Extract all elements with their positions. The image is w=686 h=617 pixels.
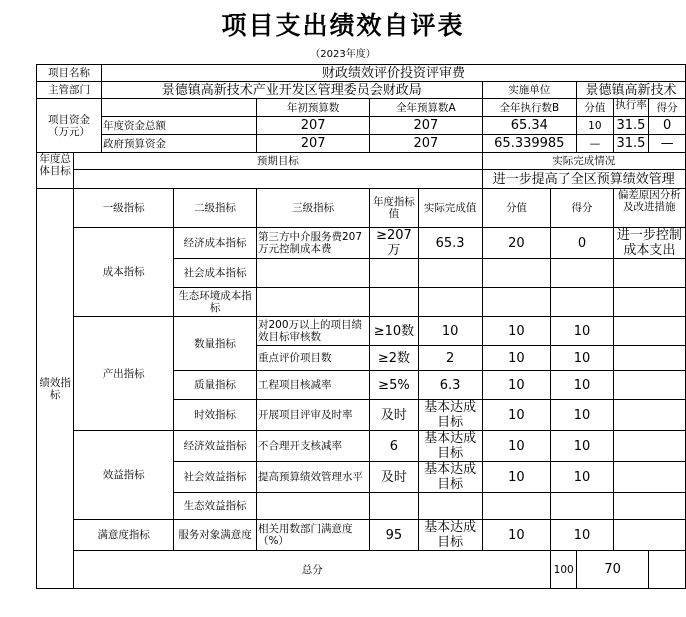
gov-got: —	[649, 135, 686, 153]
perf-h1: 一级指标	[74, 189, 174, 228]
perf-h6: 分值	[482, 189, 551, 228]
row-actual: 基本达成目标	[418, 520, 482, 551]
row-target: ≥207万	[370, 228, 418, 259]
dept-label: 主管部门	[37, 82, 102, 99]
row-note	[613, 371, 685, 400]
row-l3: 提高预算绩效管理水平	[256, 462, 369, 493]
total-score: 100	[551, 551, 577, 589]
dept-value: 景德镇高新技术产业开发区管理委员会财政局	[101, 82, 482, 99]
gov-initial: 207	[256, 135, 369, 153]
row-score: 10	[482, 462, 551, 493]
row-got: 10	[551, 346, 613, 371]
row-score: 20	[482, 228, 551, 259]
row-l2: 经济效益指标	[174, 431, 257, 462]
row-score	[482, 259, 551, 288]
funds-empty	[101, 99, 256, 117]
row-l2: 生态效益指标	[174, 493, 257, 520]
row-l3: 第三方中介服务费207万元控制成本费	[256, 228, 369, 259]
row-target	[370, 259, 418, 288]
row-l3: 开展项目评审及时率	[256, 400, 369, 431]
col-got: 得分	[649, 99, 686, 117]
page-title: 项目支出绩效自评表	[221, 11, 465, 40]
total-note	[649, 551, 686, 589]
gov-score: —	[577, 135, 614, 153]
row-score	[482, 493, 551, 520]
perf-h8: 偏差原因分析及改进措施	[613, 189, 685, 228]
goals-actual-value: 进一步提高了全区预算绩效管理	[482, 170, 685, 189]
row-target: 6	[370, 431, 418, 462]
gov-funds-label: 政府预算资金	[101, 135, 256, 153]
row-l2: 社会效益指标	[174, 462, 257, 493]
row-got: 10	[551, 520, 613, 551]
row-got: 10	[551, 431, 613, 462]
row-got	[551, 493, 613, 520]
row-target	[370, 493, 418, 520]
perf-h7: 得分	[551, 189, 613, 228]
impl-value: 景德镇高新技术	[577, 82, 686, 99]
row-l2: 质量指标	[174, 371, 257, 400]
row-target: 及时	[370, 400, 418, 431]
perf-h5: 实际完成值	[418, 189, 482, 228]
cat-satisfy: 满意度指标	[74, 520, 174, 551]
row-actual	[418, 493, 482, 520]
row-actual	[418, 288, 482, 317]
col-full: 全年预算数A	[370, 99, 482, 117]
row-score: 10	[482, 317, 551, 346]
row-l3: 对200万以上的项目绩效目标审核数	[256, 317, 369, 346]
total-got: 0	[649, 117, 686, 135]
col-rate: 执行率	[613, 99, 649, 117]
row-note	[613, 317, 685, 346]
row-target: ≥2数	[370, 346, 418, 371]
row-l2: 社会成本指标	[174, 259, 257, 288]
perf-h2: 二级指标	[174, 189, 257, 228]
row-got: 10	[551, 317, 613, 346]
row-l3	[256, 493, 369, 520]
row-got	[551, 259, 613, 288]
row-score: 10	[482, 371, 551, 400]
goals-actual-label: 实际完成情况	[482, 153, 685, 170]
row-note	[613, 400, 685, 431]
row-target: ≥5%	[370, 371, 418, 400]
row-note	[613, 288, 685, 317]
total-score: 10	[577, 117, 614, 135]
row-note	[613, 259, 685, 288]
row-note	[613, 462, 685, 493]
row-l2: 时效指标	[174, 400, 257, 431]
row-actual: 2	[418, 346, 482, 371]
total-full: 207	[370, 117, 482, 135]
perf-label: 绩效指标	[37, 189, 74, 589]
total-funds-label: 年度资金总额	[101, 117, 256, 135]
self-evaluation-table	[36, 64, 686, 589]
row-actual: 基本达成目标	[418, 400, 482, 431]
row-l3	[256, 288, 369, 317]
project-name-value: 财政绩效评价投资评审费	[101, 65, 685, 82]
row-l2: 数量指标	[174, 317, 257, 371]
cat-cost: 成本指标	[74, 228, 174, 317]
col-initial: 年初预算数	[256, 99, 369, 117]
row-got: 10	[551, 371, 613, 400]
row-target: 及时	[370, 462, 418, 493]
row-l2: 经济成本指标	[174, 228, 257, 259]
goals-expected-label: 预期目标	[74, 153, 482, 170]
row-l3: 重点评价项目数	[256, 346, 369, 371]
row-actual: 10	[418, 317, 482, 346]
row-l3	[256, 259, 369, 288]
row-got: 10	[551, 462, 613, 493]
cat-output: 产出指标	[74, 317, 174, 431]
row-got: 0	[551, 228, 613, 259]
row-actual: 基本达成目标	[418, 431, 482, 462]
project-name-label: 项目名称	[37, 65, 102, 82]
report-year: （2023年度）	[310, 49, 376, 60]
row-score	[482, 288, 551, 317]
row-note	[613, 431, 685, 462]
total-label: 总分	[74, 551, 551, 589]
gov-full: 207	[370, 135, 482, 153]
total-got: 70	[577, 551, 649, 589]
row-got	[551, 288, 613, 317]
row-note	[613, 520, 685, 551]
impl-label: 实施单位	[482, 82, 577, 99]
row-actual: 6.3	[418, 371, 482, 400]
row-note: 进一步控制成本支出	[613, 228, 685, 259]
col-exec: 全年执行数B	[482, 99, 577, 117]
perf-h3: 三级指标	[256, 189, 369, 228]
row-score: 10	[482, 400, 551, 431]
funds-label: 项目资金（万元）	[37, 99, 102, 153]
col-score: 分值	[577, 99, 614, 117]
cat-effect: 效益指标	[74, 431, 174, 520]
row-note	[613, 493, 685, 520]
row-target	[370, 288, 418, 317]
row-actual: 65.3	[418, 228, 482, 259]
perf-h4: 年度指标值	[370, 189, 418, 228]
goals-expected-value	[74, 170, 482, 189]
row-score: 10	[482, 346, 551, 371]
row-target: 95	[370, 520, 418, 551]
row-actual: 基本达成目标	[418, 462, 482, 493]
total-rate: 31.5	[613, 117, 649, 135]
goals-label: 年度总体目标	[37, 153, 74, 189]
row-l2: 服务对象满意度	[174, 520, 257, 551]
total-exec: 65.34	[482, 117, 577, 135]
row-got: 10	[551, 400, 613, 431]
row-note	[613, 346, 685, 371]
row-l2: 生态环境成本指标	[174, 288, 257, 317]
row-l3: 工程项目核减率	[256, 371, 369, 400]
row-l3: 相关用数部门满意度（%）	[256, 520, 369, 551]
total-initial: 207	[256, 117, 369, 135]
row-target: ≥10数	[370, 317, 418, 346]
row-actual	[418, 259, 482, 288]
gov-rate: 31.5	[613, 135, 649, 153]
row-score: 10	[482, 431, 551, 462]
gov-exec: 65.339985	[482, 135, 577, 153]
row-l3: 不合理开支核减率	[256, 431, 369, 462]
row-score: 10	[482, 520, 551, 551]
